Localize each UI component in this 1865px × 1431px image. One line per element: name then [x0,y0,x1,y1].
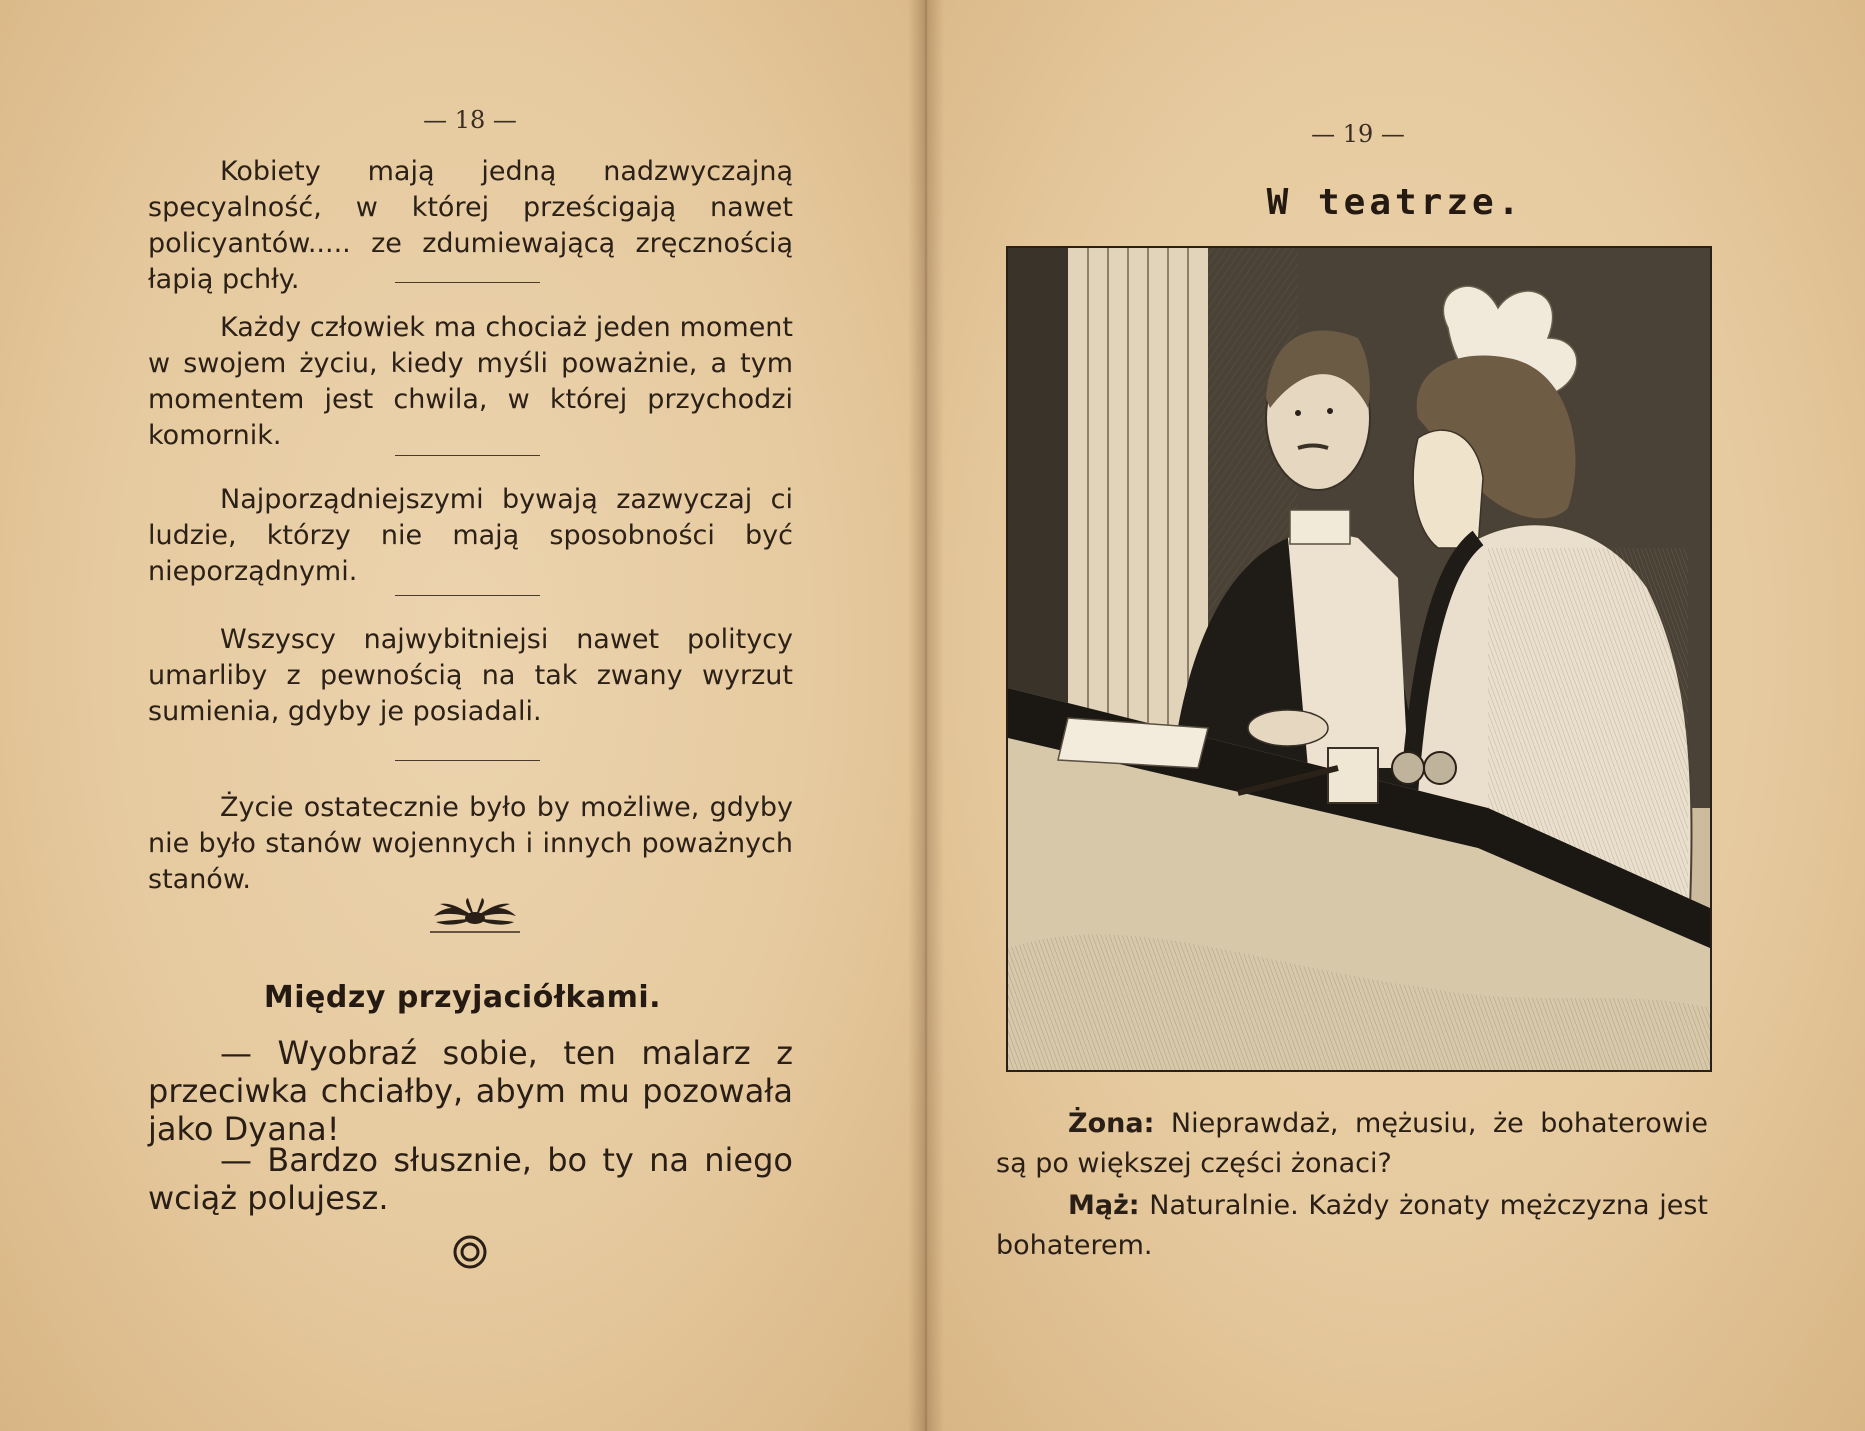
dialogue-line-1: — Wyobraź sobie, ten malarz z przeciwka chciałby, abym mu pozowała jako Dyana! [148,1034,793,1148]
section-title: W teatrze. [1266,182,1524,223]
divider-rule [395,760,540,761]
caption-line-wife [996,1104,1708,1184]
divider-rule [395,595,540,596]
caption-text: Nieprawdaż, mężusiu, że bohaterowie są po większej części żonaci? [996,1108,1708,1179]
page-number-left: — 18 — [423,106,517,134]
theatre-couple-drawing [1008,248,1710,1070]
page-number-right: — 19 — [1311,120,1405,148]
paragraph-4: Wszyscy najwybitniejsi nawet politycy umarliby z pewnością na tak zwany wyrzut sumienia, gdyby je posiadali. [148,624,793,727]
speaker-label: Żona: [1068,1108,1155,1139]
paragraph-3: Najporządniejszymi bywają zazwyczaj ci ludzie, którzy nie mają sposobności być nieporządnymi. [148,484,793,587]
paragraph-2: Każdy człowiek ma chociaż jeden moment w swojem życiu, kiedy myśli poważnie, a tym momentem jest chwila, w której przychodzi komornik. [148,312,793,451]
dialogue-line-2: — Bardzo słusznie, bo ty na niego wciąż polujesz. [148,1141,793,1217]
theatre-illustration [1006,246,1712,1072]
speaker-label: Mąż: [1068,1190,1140,1221]
paragraph-5: Życie ostatecznie było by możliwe, gdyby nie było stanów wojennych i innych poważnych stanów. [148,792,793,895]
caption-text: Naturalnie. Każdy żonaty mężczyzna jest bohaterem. [996,1190,1708,1261]
caption-line-husband [996,1186,1708,1266]
dialogue-title: Między przyjaciółkami. [263,980,662,1015]
floral-ornament-icon [430,898,520,934]
divider-rule [395,282,540,283]
paragraph-1: Kobiety mają jedną nadzwyczajną specyalność, w której prześcigają nawet policyantów..... ze zdumiewającą zręcznością łapią pchły. [148,156,793,295]
end-circle-icon [450,1232,490,1272]
divider-rule [395,455,540,456]
